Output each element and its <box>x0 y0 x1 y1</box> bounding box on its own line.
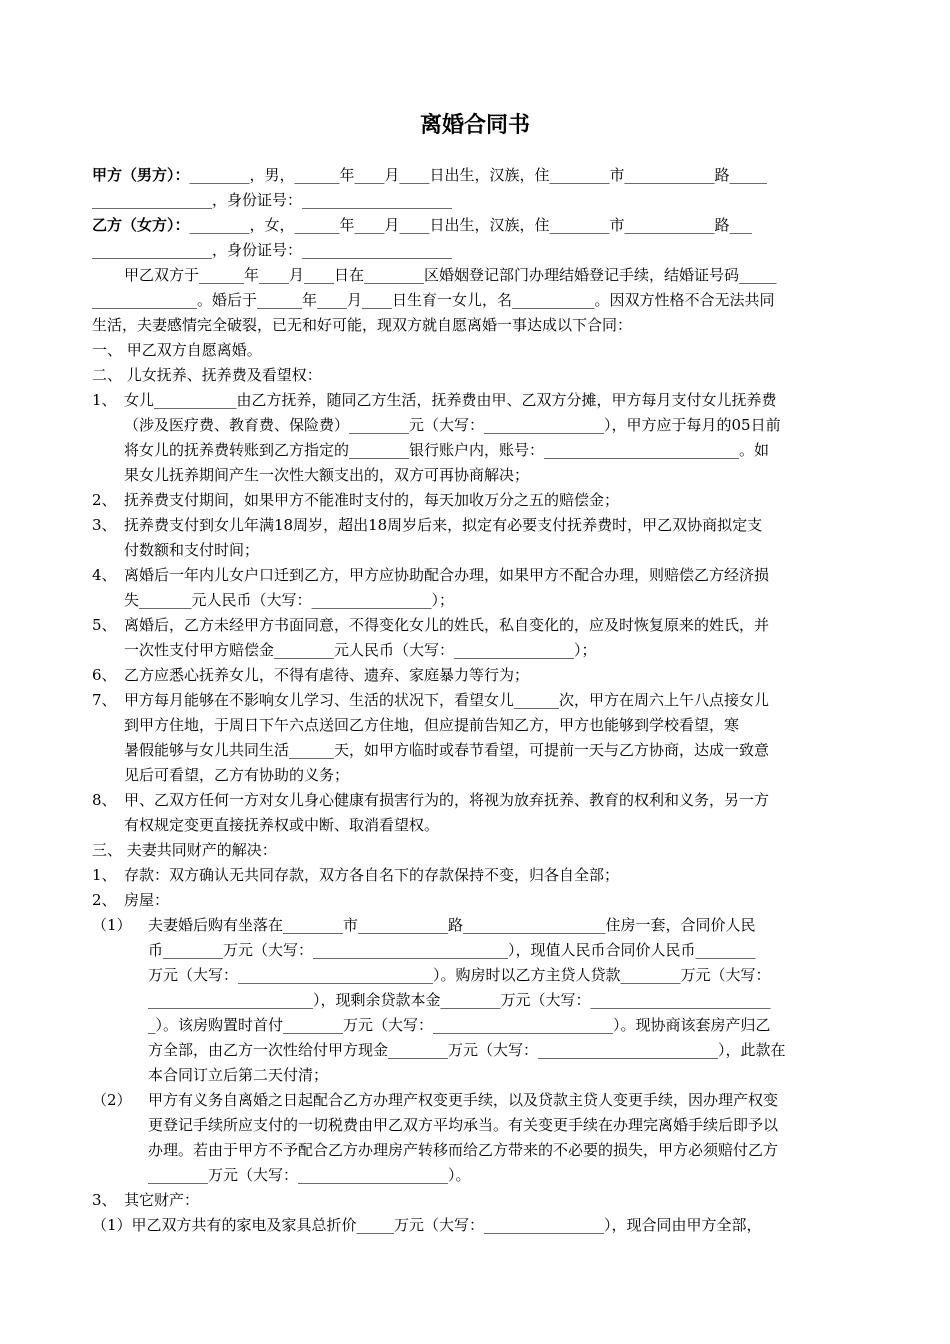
child-item-7-number: 7、 <box>92 691 117 709</box>
child-item-3-number: 3、 <box>92 516 117 534</box>
property-item-3-number: 3、 <box>92 1191 117 1209</box>
property-item-3-text: 其它财产： <box>124 1191 200 1209</box>
child-item-6-line: 乙方应悉心抚养女儿，不得有虐待、遗弃、家庭暴力等行为； <box>124 666 530 684</box>
child-item-7-line: 到甲方住地，于周日下午六点送回乙方住地，但应提前告知乙方，甲方也能够到学校看望，寒 <box>124 716 740 734</box>
child-item-2-line: 抚养费支付期间，如果甲方不能准时支付的，每天加收万分之五的赔偿金； <box>124 491 620 509</box>
other-property-clause-1: （1）甲乙双方共有的家电及家具总折价_____万元（大写：________________），现合同由甲方全部， <box>92 1216 762 1234</box>
house-clause-1-number: （1） <box>92 916 132 934</box>
property-item-1-text: 存款：双方确认无共同存款，双方各自名下的存款保持不变，归各自全部； <box>124 866 620 884</box>
child-item-4-number: 4、 <box>92 566 117 584</box>
section-3-heading: 三、 夫妻共同财产的解决： <box>92 841 277 859</box>
child-item-4-line: 离婚后一年内儿女户口迁到乙方，甲方应协助配合办理，如果甲方不配合办理，则赔偿乙方经济损 <box>124 566 770 584</box>
party-a-line-2: ________________，身份证号：____________________ <box>92 191 453 209</box>
party-a-details: ________，男，______年____月____日出生，汉族，住________市____________路_____ <box>189 166 768 184</box>
child-item-1-line: （涉及医疗费、教育费、保险费）________元（大写：________________），甲方应于每月的05日前 <box>124 416 781 434</box>
child-item-1-line: 果女儿抚养期间产生一次性大额支出的，双方可再协商解决； <box>124 466 530 484</box>
house-clause-2-line: 更登记手续所应支付的一切税费由甲乙双方平均承当。有关变更手续在办理完离婚手续后即予以 <box>148 1116 779 1134</box>
document-title: 离婚合同书 <box>419 113 530 138</box>
section-2-heading: 二、 儿女抚养、抚养费及看望权： <box>92 366 322 384</box>
section-1-heading: 一、 甲乙双方自愿离婚。 <box>92 341 262 359</box>
house-clause-2-line: 甲方有义务自离婚之日起配合乙方办理产权变更手续，以及贷款主贷人变更手续，因办理产权变 <box>148 1091 779 1109</box>
house-clause-1-line: ______________________），现剩余贷款本金________万元（大写：________________________ <box>148 991 771 1009</box>
intro-line-2: ______________。婚后于______年____月____日生育一女儿，名___________。因双方性格不合无法共同 <box>92 291 775 309</box>
house-clause-1-line: 方全部，由乙方一次性给付甲方现金________万元（大写：________________________），此款在 <box>148 1041 786 1059</box>
child-item-6-number: 6、 <box>92 666 117 684</box>
child-item-5-line: 离婚后，乙方未经甲方书面同意，不得变化女儿的姓氏，私自变化的，应及时恢复原来的姓氏，并 <box>124 616 770 634</box>
house-clause-1-line: 币________万元（大写：__________________________），现值人民币合同价人民币________ <box>148 941 756 959</box>
intro-line-3: 生活，夫妻感情完全破裂，已无和好可能，现双方就自愿离婚一事达成以下合同： <box>92 316 633 334</box>
party-b-label: 乙方（女方）： <box>92 216 190 234</box>
house-clause-1-line: 本合同订立后第二天付清； <box>148 1066 329 1084</box>
house-clause-1-line: 夫妻婚后购有坐落在________市____________路___________________住房一套，合同价人民 <box>148 916 756 934</box>
child-item-3-line: 抚养费支付到女儿年满18周岁，超出18周岁后来，拟定有必要支付抚养费时，甲乙双协商拟定支 <box>124 516 763 534</box>
child-item-7-line: 甲方每月能够在不影响女儿学习、生活的状况下，看望女儿______次，甲方在周六上午八点接女儿 <box>124 691 770 709</box>
child-item-8-line: 甲、乙双方任何一方对女儿身心健康有损害行为的，将视为放弃抚养、教育的权利和义务，另一方 <box>124 791 770 809</box>
child-item-8-number: 8、 <box>92 791 117 809</box>
child-item-1-line: 将女儿的抚养费转账到乙方指定的________银行账户内，账号：__________________________。如 <box>124 441 770 459</box>
party-a-line-1 <box>92 163 767 187</box>
party-b-line-2: ________________，身份证号：____________________ <box>92 241 453 259</box>
child-item-3-line: 付数额和支付时间； <box>124 541 260 559</box>
child-item-5-line: 一次性支付甲方赔偿金________元人民币（大写：________________）； <box>124 641 597 659</box>
child-item-7-line: 见后可看望，乙方有协助的义务； <box>124 766 350 784</box>
child-item-1-number: 1、 <box>92 391 117 409</box>
party-b-line-1 <box>92 213 752 237</box>
child-item-5-number: 5、 <box>92 616 117 634</box>
child-item-8-line: 有权规定变更直接抚养权或中断、取消看望权。 <box>124 816 440 834</box>
party-a-label: 甲方（男方）： <box>92 166 190 184</box>
house-clause-2-line: ________万元（大写：____________________）。 <box>148 1166 471 1184</box>
house-clause-2-number: （2） <box>92 1091 132 1109</box>
child-item-4-line: 失_______元人民币（大写：________________）； <box>124 591 455 609</box>
child-item-2-number: 2、 <box>92 491 117 509</box>
house-clause-1-line: _）。该房购置时首付________万元（大写：________________________）。现协商该套房产归乙 <box>148 1016 771 1034</box>
child-item-7-line: 暑假能够与女儿共同生活______天，如甲方临时或春节看望，可提前一天与乙方协商，达成一致意 <box>124 741 770 759</box>
house-clause-2-line: 办理。若由于甲方不予配合乙方办理房产转移而给乙方带来的不必要的损失，甲方必须赔付乙方 <box>148 1141 779 1159</box>
child-item-1-line: 女儿___________由乙方抚养，随同乙方生活，抚养费由甲、乙双方分摊，甲方每月支付女儿抚养费 <box>124 391 777 409</box>
property-item-1-number: 1、 <box>92 866 117 884</box>
property-item-2-number: 2、 <box>92 891 117 909</box>
party-b-details: ________，女，______年____月____日出生，汉族，住________市____________路___ <box>189 216 753 234</box>
house-clause-1-line: 万元（大写：__________________________）。购房时以乙方主贷人贷款________万元（大写： <box>148 966 771 984</box>
intro-line-1: 甲乙双方于______年____月____日在________区婚姻登记部门办理结婚登记手续，结婚证号码_____ <box>124 266 777 284</box>
property-item-2-text: 房屋： <box>124 891 170 909</box>
